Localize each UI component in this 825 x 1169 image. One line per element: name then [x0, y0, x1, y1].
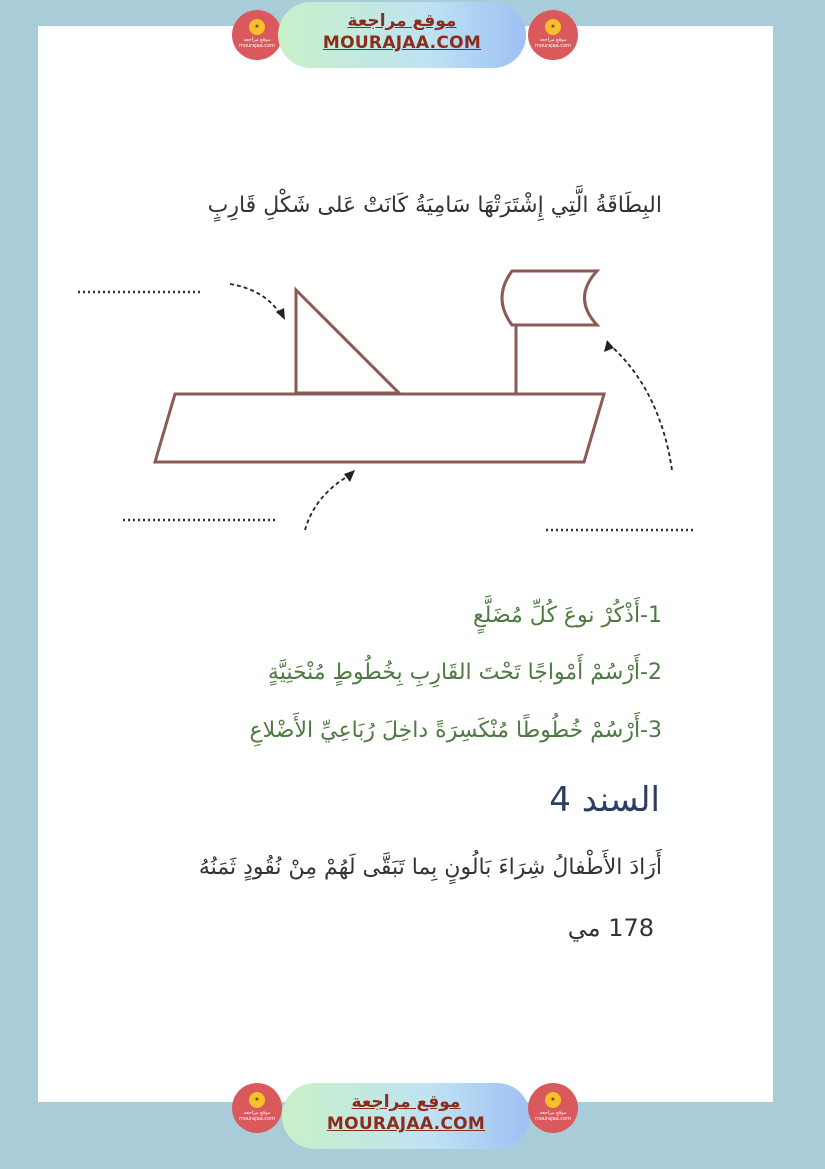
logo-icon: ★ موقع مراجعة mourajaa.com [528, 10, 578, 60]
question-1: 1-أَذْكُرْ نوعَ كُلِّ مُضَلَّعٍ [472, 603, 662, 628]
arrow-to-hull [305, 475, 350, 530]
flag-shape [502, 271, 597, 325]
site-name-ar: موقع مراجعة [351, 1092, 461, 1112]
sanad-heading: السند 4 [549, 780, 660, 820]
site-banner-bottom[interactable] [282, 1083, 530, 1149]
balloon-price: 178 مي [567, 914, 654, 942]
hull-parallelogram [155, 394, 604, 462]
problem-text: أَرَادَ الأَطْفالُ شِرَاءَ بَالُونٍ بِما تَبَقَّى لَهُمْ مِنْ نُقُودٍ ثَمَنُهُ [198, 855, 662, 880]
logo-icon: ★ موقع مراجعة mourajaa.com [528, 1083, 578, 1133]
sail-triangle [296, 290, 399, 393]
site-name-ar: موقع مراجعة [347, 11, 457, 31]
arrow-to-flag [610, 345, 672, 470]
question-2: 2-أَرْسُمْ أَمْواجًا تَحْتَ القَارِبِ بِخُطُوطٍ مُنْحَنِيَّةٍ [267, 660, 662, 685]
card-title: البِطَاقَةُ الَّتِي إِشْتَرَتْهَا سَامِيَةُ كَانَتْ عَلى شَكْلِ قَارِبٍ [207, 193, 662, 218]
logo-icon: ★ موقع مراجعة mourajaa.com [232, 10, 282, 60]
arrow-to-sail [230, 284, 280, 314]
site-url: MOURAJAA.COM [326, 1114, 486, 1134]
logo-icon: ★ موقع مراجعة mourajaa.com [232, 1083, 282, 1133]
question-3: 3-أَرْسُمْ خُطُوطًا مُنْكَسِرَةً داخِلَ رُبَاعِيِّ الأَضْلاعِ [249, 718, 662, 743]
site-url: MOURAJAA.COM [322, 33, 482, 53]
